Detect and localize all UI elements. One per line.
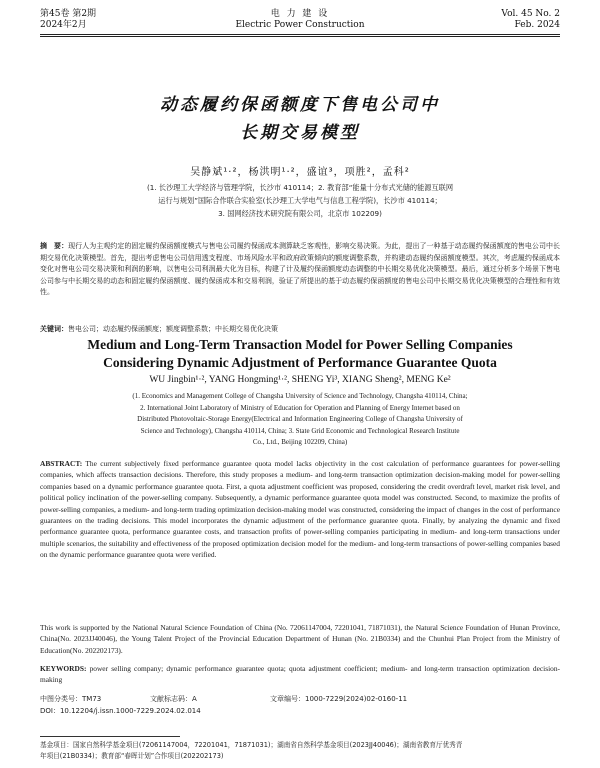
abstract-cn <box>40 241 560 299</box>
abstract-en-label: ABSTRACT: <box>40 459 83 468</box>
header-rule <box>40 34 560 35</box>
affiliation-cn-line2: 运行与规划”国际合作联合实验室(长沙理工大学电气与信息工程学院)，长沙市 410114； <box>158 196 442 205</box>
footnote-rule <box>40 736 180 737</box>
affiliations-cn <box>40 181 560 220</box>
affiliation-cn-line1: (1. 长沙理工大学经济与管理学院，长沙市 410114；2. 教育部“能量十分布式光储的能源互联网 <box>146 183 454 192</box>
funding-footnote <box>40 740 560 762</box>
header-date-en: Feb. 2024 <box>514 20 560 30</box>
header-rule-thin <box>40 36 560 37</box>
affiliation-en-line4: Science and Technology), Changsha 410114, China; 3. State Grid Economic and Technological Research Institute <box>140 426 460 435</box>
affiliation-en-line5: Co., Ltd., Beijing 102209, China) <box>252 438 348 447</box>
document-code: 文献标志码：A <box>150 695 197 703</box>
title-en-line2: Considering Dynamic Adjustment of Performance Guarantee Quota <box>103 355 497 370</box>
classification-row <box>40 694 560 706</box>
title-cn-line1: 动态履约保函额度下售电公司中 <box>160 95 440 115</box>
header-volume-en: Vol. 45 No. 2 <box>501 9 560 19</box>
authors-en: WU Jingbin¹·², YANG Hongming¹·², SHENG Yi³, XIANG Sheng², MENG Ke² <box>149 375 451 385</box>
affiliation-en-line3: Distributed Photovoltaic-Storage Energy(Electrical and Information Engineering College of Changsha University of <box>137 415 463 424</box>
abstract-en <box>40 458 560 561</box>
keywords-en-label: KEYWORDS: <box>40 664 87 673</box>
authors-cn: 吴静斌¹·²，杨洪明¹·²，盛谊³，项胜²，孟科² <box>190 167 410 178</box>
abstract-cn-text: 现行人为主观约定的固定履约保函额度模式与售电公司履约保函成本测算缺乏客观性，影响交易决策。为此，提出了一种基于动态履约保函额度的售电公司中长期交易优化决策模型。首先，提出考虑售电公司信用透支程度、市场风险水平和政府政策倾向的额度调整系数，并构建动态履约保函额度模型。其次，考虑履约保函成本变化对售电公司交易决策和利润的影响，以售电公司利润最大化为目标，构建了计及履约保函额度动态调整的中长期交易优化决策模型。最后，通过分析多个场景下售电公司参与中长期交易的动态和固定履约保函额度、履约保函成本和交易利润，验证了所提出的基于动态履约保函额度的售电公司中长期交易优化决策模型的合理性和有效性。 <box>40 242 561 296</box>
header-date-cn: 2024年2月 <box>40 20 87 30</box>
funding-footnote-line1: 基金项目：国家自然科学基金项目(72061147004，72201041，71871031)；湖南省自然科学基金项目(2023JJ40046)；湖南省教育厅优秀青 <box>40 741 463 749</box>
header-journal-name <box>200 9 400 31</box>
abstract-en-text: The current subjectively fixed performance guarantee quota model lacks objectivity in the cost calculation of performance guarantees for power-selling companies, which affects transaction decisions. Therefore, this study proposes a medium- and long-term transaction optimization decision-making model for power-selling companies based on a dynamic performance guarantee quota. First, a quota adjustment coefficient was proposed, considering the credit overdraft level, market risk level, and political policy inclination of the power-selling company. Subsequently, a dynamic performance guarantee quota model was constructed. Second, to maximize the profits of power-selling companies, a medium- and long-term trading optimization decision-making model was constructed, considering the impact of changes in the cost of performance guarantees on the trading decisions. This model incorporates the dynamic adjustment of the performance guarantee quota. Finally, by analyzing the dynamic and fixed performance guarantee quota, performance guarantee costs, and transaction profits of power-selling companies participating in medium- and long-term transactions under multiple scenarios, the suitability and effectiveness of the proposed optimization decision model for the medium- and long-term transactions of power-selling companies based on the dynamic performance guarantee quota were verified. <box>40 459 560 560</box>
keywords-cn-label: 关键词： <box>40 325 68 333</box>
header-journal-cn: 电 力 建 设 <box>270 9 330 19</box>
header-journal-en: Electric Power Construction <box>235 20 365 30</box>
keywords-cn <box>40 324 560 336</box>
affiliation-en-line2: 2. International Joint Laboratory of Ministry of Education for Operation and Planning of Energy Internet based on <box>140 403 460 412</box>
affiliation-en-line1: (1. Economics and Management College of Changsha University of Science and Technology, Changsha 410114, China; <box>132 392 468 400</box>
affiliation-cn-line3: 3. 国网经济技术研究院有限公司，北京市 102209) <box>218 209 382 218</box>
keywords-en-text: power selling company; dynamic performance guarantee quota; quota adjustment coefficient; medium- and long-term transaction optimization decision-making <box>40 664 560 685</box>
clc-number: 中图分类号：TM73 <box>40 695 102 703</box>
keywords-cn-text: 售电公司；动态履约保函额度；额度调整系数；中长期交易优化决策 <box>68 325 278 333</box>
header-volume-cn: 第45卷 第2期 <box>40 9 97 19</box>
header-volume-en-block <box>440 9 560 31</box>
abstract-cn-label: 摘 要： <box>40 242 69 250</box>
header-journal-issue <box>40 9 160 31</box>
affiliations-en <box>40 391 560 449</box>
funding-footnote-line2: 年项目(21B0334)；教育部“春晖计划”合作项目(202202173) <box>40 752 224 760</box>
keywords-en <box>40 663 560 686</box>
doi: DOI：10.12204/j.issn.1000-7229.2024.02.014 <box>40 707 201 715</box>
title-en-line1: Medium and Long-Term Transaction Model for Power Selling Companies <box>87 337 513 352</box>
article-number: 文章编号：1000-7229(2024)02-0160-11 <box>270 695 408 703</box>
title-cn-line2: 长期交易模型 <box>240 123 360 143</box>
funding-en: This work is supported by the National Natural Science Foundation of China (No. 72061147004, 72201041, 71871031), the Natural Science Foundation of Hunan Province, China(No. 2023JJ40046), the Young Talent Project of the Provincial Education Department of Hunan (No. 21B0334) and the Chunhui Plan Project from the Ministry of Education(No. 202202173). <box>40 623 560 655</box>
